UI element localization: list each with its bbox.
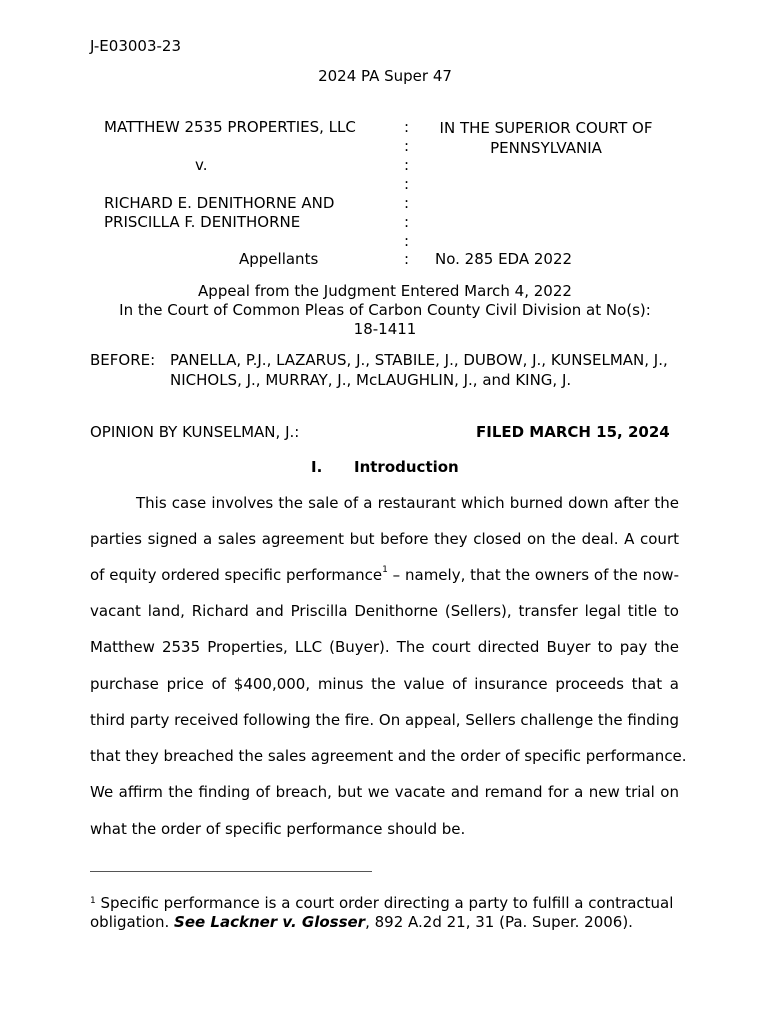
court-title <box>435 118 657 158</box>
footnote-line <box>90 894 680 912</box>
caption-role: Appellants <box>239 250 319 268</box>
docket-number: J-E03003-23 <box>90 37 181 55</box>
court-title-line2: PENNSYLVANIA <box>490 139 602 157</box>
footnote-text: obligation. <box>90 913 175 931</box>
caption-colon: : <box>404 118 410 136</box>
opinion-author: OPINION BY KUNSELMAN, J.: <box>90 423 300 441</box>
caption-defendant-line1: RICHARD E. DENITHORNE AND <box>104 194 335 212</box>
appeal-line1: Appeal from the Judgment Entered March 4, 2022 <box>198 282 572 300</box>
caption-colon: : <box>404 232 410 250</box>
caption-plaintiff: MATTHEW 2535 PROPERTIES, LLC <box>104 118 356 136</box>
caption-defendant-line2: PRISCILLA F. DENITHORNE <box>104 213 301 231</box>
body-line: what the order of specific performance should be. <box>90 820 466 838</box>
panel-judges: PANELLA, P.J., LAZARUS, J., STABILE, J., DUBOW, J., KUNSELMAN, J., NICHOLS, J., MURRAY, J., McLAUGHLIN, J., and KING, J. <box>170 351 668 389</box>
body-text: – namely, that the owners of the now- <box>387 566 679 584</box>
appeal-line3: 18-1411 <box>353 320 417 338</box>
body-line: that they breached the sales agreement and the order of specific performance. <box>90 747 687 765</box>
footnote-text: Specific performance is a court order directing a party to fulfill a contractual <box>95 894 674 912</box>
case-citation: 2024 PA Super 47 <box>318 67 452 85</box>
court-title-line1: IN THE SUPERIOR COURT OF <box>439 119 653 137</box>
section-number: I. <box>311 458 323 476</box>
body-line: This case involves the sale of a restaurant which burned down after the <box>136 494 679 512</box>
appeal-line2: In the Court of Common Pleas of Carbon County Civil Division at No(s): <box>119 301 651 319</box>
footnote-ref[interactable]: 1 <box>382 565 388 575</box>
footnote-number: 1 <box>90 896 96 906</box>
section-title: Introduction <box>354 458 459 476</box>
body-line: Matthew 2535 Properties, LLC (Buyer). The court directed Buyer to pay the <box>90 638 679 656</box>
panel-label: BEFORE: <box>90 351 156 369</box>
body-line <box>90 566 679 584</box>
body-line: We affirm the finding of breach, but we vacate and remand for a new trial on <box>90 783 679 801</box>
body-line: third party received following the fire. On appeal, Sellers challenge the finding <box>90 711 679 729</box>
caption-colon: : <box>404 194 410 212</box>
footnote-line <box>90 913 680 931</box>
caption-colon: : <box>404 137 410 155</box>
body-line: purchase price of $400,000, minus the value of insurance proceeds that a <box>90 675 679 693</box>
caption-colon: : <box>404 156 410 174</box>
caption-colon: : <box>404 250 410 268</box>
caption-colon: : <box>404 213 410 231</box>
appeal-info <box>0 282 770 339</box>
footnote-divider <box>90 871 372 872</box>
filed-date: FILED MARCH 15, 2024 <box>476 423 670 441</box>
body-line: parties signed a sales agreement but before they closed on the deal. A court <box>90 530 679 548</box>
case-number: No. 285 EDA 2022 <box>435 250 573 268</box>
body-text: of equity ordered specific performance <box>90 566 383 584</box>
footnote-case-citation: See Lackner v. Glosser <box>174 913 366 931</box>
body-line: vacant land, Richard and Priscilla Denithorne (Sellers), transfer legal title to <box>90 602 679 620</box>
footnote-text: , 892 A.2d 21, 31 (Pa. Super. 2006). <box>365 913 633 931</box>
caption-versus: v. <box>195 156 208 174</box>
caption-colon: : <box>404 175 410 193</box>
